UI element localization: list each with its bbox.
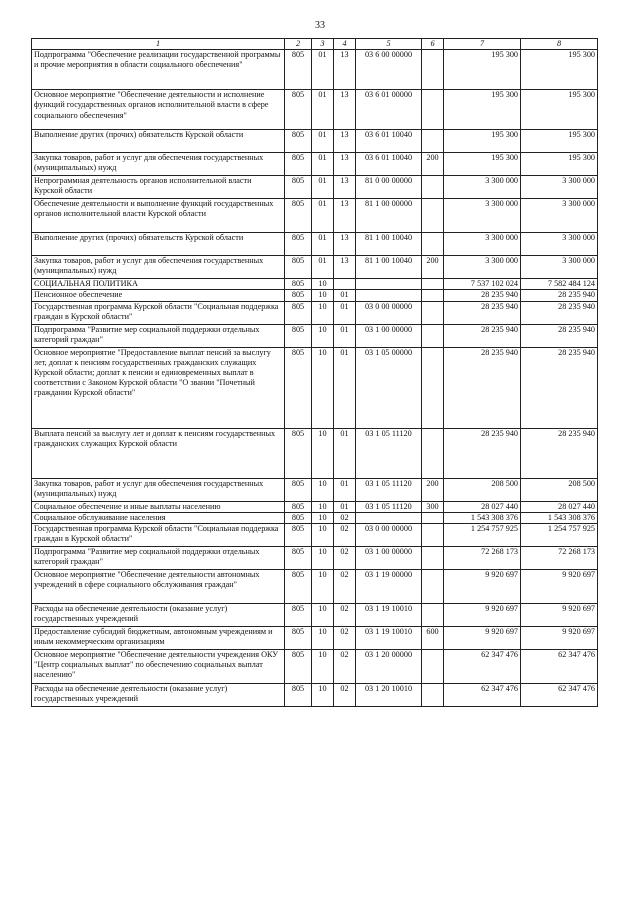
target-article-cell: 03 1 00 00000 bbox=[356, 547, 422, 570]
ministry-code-cell: 805 bbox=[285, 512, 312, 523]
target-article-cell: 03 1 19 10010 bbox=[356, 604, 422, 627]
section-cell: 01 bbox=[312, 176, 334, 199]
column-header: 1 bbox=[32, 39, 285, 50]
amount-year1-cell: 195 300 bbox=[444, 153, 521, 176]
expense-type-cell bbox=[422, 512, 444, 523]
amount-year2-cell: 28 235 940 bbox=[521, 428, 598, 478]
ministry-code-cell: 805 bbox=[285, 524, 312, 547]
amount-year1-cell: 7 537 102 024 bbox=[444, 279, 521, 290]
row-name-cell: Расходы на обеспечение деятельности (оказание услуг) государственных учреждений bbox=[32, 684, 285, 707]
amount-year1-cell: 28 235 940 bbox=[444, 324, 521, 347]
ministry-code-cell: 805 bbox=[285, 50, 312, 90]
row-name-cell: Основное мероприятие "Обеспечение деятельности и исполнение функций государственных органов исполнительной власти в сфере социального обеспечения" bbox=[32, 90, 285, 130]
amount-year1-cell: 195 300 bbox=[444, 50, 521, 90]
ministry-code-cell: 805 bbox=[285, 199, 312, 233]
expense-type-cell bbox=[422, 130, 444, 153]
ministry-code-cell: 805 bbox=[285, 324, 312, 347]
table-row bbox=[32, 233, 598, 256]
row-name-cell: Обеспечение деятельности и выполнение функций государственных органов исполнительной власти Курской области bbox=[32, 199, 285, 233]
target-article-cell: 03 1 19 00000 bbox=[356, 570, 422, 604]
ministry-code-cell: 805 bbox=[285, 347, 312, 428]
ministry-code-cell: 805 bbox=[285, 153, 312, 176]
amount-year2-cell: 9 920 697 bbox=[521, 627, 598, 650]
expense-type-cell bbox=[422, 301, 444, 324]
subsection-cell: 13 bbox=[334, 199, 356, 233]
table-row bbox=[32, 512, 598, 523]
subsection-cell: 01 bbox=[334, 347, 356, 428]
amount-year2-cell: 28 235 940 bbox=[521, 347, 598, 428]
row-name-cell: Закупка товаров, работ и услуг для обеспечения государственных (муниципальных) нужд bbox=[32, 256, 285, 279]
table-row bbox=[32, 153, 598, 176]
row-name-cell: Подпрограмма "Обеспечение реализации государственной программы и прочие мероприятия в области социального обеспечения" bbox=[32, 50, 285, 90]
amount-year2-cell: 3 300 000 bbox=[521, 176, 598, 199]
subsection-cell: 13 bbox=[334, 176, 356, 199]
amount-year1-cell: 9 920 697 bbox=[444, 604, 521, 627]
amount-year1-cell: 28 235 940 bbox=[444, 301, 521, 324]
section-cell: 01 bbox=[312, 90, 334, 130]
section-cell: 01 bbox=[312, 233, 334, 256]
row-name-cell: Выплата пенсий за выслугу лет и доплат к пенсиям государственных гражданских служащих Курской области bbox=[32, 428, 285, 478]
table-row bbox=[32, 501, 598, 512]
section-cell: 10 bbox=[312, 650, 334, 684]
table-row bbox=[32, 279, 598, 290]
expense-type-cell bbox=[422, 233, 444, 256]
subsection-cell: 01 bbox=[334, 478, 356, 501]
row-name-cell: Основное мероприятие "Обеспечение деятельности автономных учреждений в сфере социального обслуживания граждан" bbox=[32, 570, 285, 604]
expense-type-cell bbox=[422, 570, 444, 604]
table-row bbox=[32, 570, 598, 604]
section-cell: 10 bbox=[312, 604, 334, 627]
ministry-code-cell: 805 bbox=[285, 233, 312, 256]
expense-type-cell: 200 bbox=[422, 478, 444, 501]
row-name-cell: Государственная программа Курской области "Социальная поддержка граждан в Курской области" bbox=[32, 301, 285, 324]
subsection-cell: 02 bbox=[334, 650, 356, 684]
amount-year1-cell: 3 300 000 bbox=[444, 176, 521, 199]
amount-year2-cell: 195 300 bbox=[521, 153, 598, 176]
target-article-cell: 03 6 01 10040 bbox=[356, 130, 422, 153]
amount-year1-cell: 3 300 000 bbox=[444, 256, 521, 279]
amount-year2-cell: 9 920 697 bbox=[521, 570, 598, 604]
table-row bbox=[32, 347, 598, 428]
table-row bbox=[32, 199, 598, 233]
section-cell: 10 bbox=[312, 324, 334, 347]
table-row bbox=[32, 130, 598, 153]
section-cell: 01 bbox=[312, 199, 334, 233]
section-cell: 10 bbox=[312, 684, 334, 707]
subsection-cell: 02 bbox=[334, 684, 356, 707]
amount-year2-cell: 72 268 173 bbox=[521, 547, 598, 570]
subsection-cell: 02 bbox=[334, 570, 356, 604]
ministry-code-cell: 805 bbox=[285, 301, 312, 324]
amount-year1-cell: 62 347 476 bbox=[444, 684, 521, 707]
table-row bbox=[32, 290, 598, 301]
expense-type-cell bbox=[422, 50, 444, 90]
subsection-cell: 13 bbox=[334, 130, 356, 153]
amount-year2-cell: 62 347 476 bbox=[521, 650, 598, 684]
table-row bbox=[32, 176, 598, 199]
table-row bbox=[32, 50, 598, 90]
row-name-cell: Социальное обслуживание населения bbox=[32, 512, 285, 523]
table-row bbox=[32, 324, 598, 347]
amount-year2-cell: 3 300 000 bbox=[521, 233, 598, 256]
subsection-cell: 01 bbox=[334, 428, 356, 478]
amount-year2-cell: 195 300 bbox=[521, 90, 598, 130]
section-cell: 01 bbox=[312, 130, 334, 153]
amount-year1-cell: 195 300 bbox=[444, 90, 521, 130]
subsection-cell: 13 bbox=[334, 233, 356, 256]
expense-type-cell bbox=[422, 290, 444, 301]
expense-type-cell bbox=[422, 347, 444, 428]
section-cell: 10 bbox=[312, 347, 334, 428]
subsection-cell: 02 bbox=[334, 604, 356, 627]
subsection-cell: 13 bbox=[334, 153, 356, 176]
row-name-cell: Основное мероприятие "Предоставление выплат пенсий за выслугу лет, доплат к пенсиям государственных гражданских служащих Курской области; доплат к пенсии и единовременных выплат в соответствии с Законом Курской области "О звании "Почетный гражданин Курской области" bbox=[32, 347, 285, 428]
section-cell: 10 bbox=[312, 547, 334, 570]
column-header: 4 bbox=[334, 39, 356, 50]
column-header: 7 bbox=[444, 39, 521, 50]
amount-year1-cell: 1 543 308 376 bbox=[444, 512, 521, 523]
subsection-cell: 02 bbox=[334, 512, 356, 523]
ministry-code-cell: 805 bbox=[285, 428, 312, 478]
amount-year1-cell: 72 268 173 bbox=[444, 547, 521, 570]
section-cell: 10 bbox=[312, 501, 334, 512]
expense-type-cell: 600 bbox=[422, 627, 444, 650]
ministry-code-cell: 805 bbox=[285, 627, 312, 650]
row-name-cell: Выполнение других (прочих) обязательств Курской области bbox=[32, 233, 285, 256]
amount-year2-cell: 195 300 bbox=[521, 50, 598, 90]
section-cell: 10 bbox=[312, 570, 334, 604]
amount-year1-cell: 28 235 940 bbox=[444, 428, 521, 478]
ministry-code-cell: 805 bbox=[285, 130, 312, 153]
table-row bbox=[32, 256, 598, 279]
row-name-cell: Социальное обеспечение и иные выплаты населению bbox=[32, 501, 285, 512]
row-name-cell: Подпрограмма "Развитие мер социальной поддержки отдельных категорий граждан" bbox=[32, 324, 285, 347]
subsection-cell bbox=[334, 279, 356, 290]
amount-year2-cell: 28 027 440 bbox=[521, 501, 598, 512]
amount-year1-cell: 3 300 000 bbox=[444, 233, 521, 256]
row-name-cell: Основное мероприятие "Обеспечение деятельности учреждения ОКУ "Центр социальных выплат" по обеспечению социальных выплат населению" bbox=[32, 650, 285, 684]
section-cell: 01 bbox=[312, 256, 334, 279]
expense-type-cell bbox=[422, 650, 444, 684]
expense-type-cell bbox=[422, 684, 444, 707]
table-row bbox=[32, 524, 598, 547]
table-row bbox=[32, 604, 598, 627]
column-header: 3 bbox=[312, 39, 334, 50]
row-name-cell: Государственная программа Курской области "Социальная поддержка граждан в Курской области" bbox=[32, 524, 285, 547]
ministry-code-cell: 805 bbox=[285, 290, 312, 301]
section-cell: 10 bbox=[312, 428, 334, 478]
page-number: 33 bbox=[315, 20, 325, 31]
section-cell: 01 bbox=[312, 153, 334, 176]
target-article-cell: 03 1 05 11120 bbox=[356, 478, 422, 501]
section-cell: 10 bbox=[312, 524, 334, 547]
section-cell: 10 bbox=[312, 279, 334, 290]
row-name-cell: СОЦИАЛЬНАЯ ПОЛИТИКА bbox=[32, 279, 285, 290]
amount-year1-cell: 62 347 476 bbox=[444, 650, 521, 684]
section-cell: 10 bbox=[312, 290, 334, 301]
ministry-code-cell: 805 bbox=[285, 547, 312, 570]
row-name-cell: Закупка товаров, работ и услуг для обеспечения государственных (муниципальных) нужд bbox=[32, 153, 285, 176]
expense-type-cell bbox=[422, 90, 444, 130]
amount-year1-cell: 28 027 440 bbox=[444, 501, 521, 512]
target-article-cell: 81 1 00 00000 bbox=[356, 199, 422, 233]
row-name-cell: Подпрограмма "Развитие мер социальной поддержки отдельных категорий граждан" bbox=[32, 547, 285, 570]
amount-year1-cell: 195 300 bbox=[444, 130, 521, 153]
subsection-cell: 13 bbox=[334, 256, 356, 279]
amount-year2-cell: 9 920 697 bbox=[521, 604, 598, 627]
section-cell: 10 bbox=[312, 301, 334, 324]
column-header: 5 bbox=[356, 39, 422, 50]
row-name-cell: Выполнение других (прочих) обязательств Курской области bbox=[32, 130, 285, 153]
amount-year1-cell: 9 920 697 bbox=[444, 570, 521, 604]
target-article-cell: 03 1 19 10010 bbox=[356, 627, 422, 650]
section-cell: 10 bbox=[312, 627, 334, 650]
amount-year2-cell: 7 582 484 124 bbox=[521, 279, 598, 290]
table-row bbox=[32, 684, 598, 707]
section-cell: 01 bbox=[312, 50, 334, 90]
amount-year2-cell: 62 347 476 bbox=[521, 684, 598, 707]
table-row bbox=[32, 627, 598, 650]
section-cell: 10 bbox=[312, 512, 334, 523]
row-name-cell: Закупка товаров, работ и услуг для обеспечения государственных (муниципальных) нужд bbox=[32, 478, 285, 501]
ministry-code-cell: 805 bbox=[285, 176, 312, 199]
expense-type-cell bbox=[422, 199, 444, 233]
column-header: 6 bbox=[422, 39, 444, 50]
ministry-code-cell: 805 bbox=[285, 256, 312, 279]
target-article-cell bbox=[356, 512, 422, 523]
budget-table bbox=[31, 38, 598, 707]
amount-year1-cell: 1 254 757 925 bbox=[444, 524, 521, 547]
subsection-cell: 01 bbox=[334, 501, 356, 512]
row-name-cell: Пенсионное обеспечение bbox=[32, 290, 285, 301]
target-article-cell: 81 1 00 10040 bbox=[356, 256, 422, 279]
amount-year1-cell: 28 235 940 bbox=[444, 347, 521, 428]
amount-year1-cell: 28 235 940 bbox=[444, 290, 521, 301]
expense-type-cell bbox=[422, 428, 444, 478]
table-row bbox=[32, 547, 598, 570]
section-cell: 10 bbox=[312, 478, 334, 501]
table-row bbox=[32, 650, 598, 684]
target-article-cell: 03 0 00 00000 bbox=[356, 524, 422, 547]
ministry-code-cell: 805 bbox=[285, 684, 312, 707]
ministry-code-cell: 805 bbox=[285, 279, 312, 290]
amount-year2-cell: 28 235 940 bbox=[521, 301, 598, 324]
subsection-cell: 13 bbox=[334, 90, 356, 130]
amount-year2-cell: 3 300 000 bbox=[521, 256, 598, 279]
column-header: 8 bbox=[521, 39, 598, 50]
subsection-cell: 02 bbox=[334, 627, 356, 650]
target-article-cell: 03 1 05 11120 bbox=[356, 428, 422, 478]
amount-year2-cell: 195 300 bbox=[521, 130, 598, 153]
row-name-cell: Предоставление субсидий бюджетным, автономным учреждениям и иным некоммерческим организациям bbox=[32, 627, 285, 650]
target-article-cell: 03 1 20 00000 bbox=[356, 650, 422, 684]
target-article-cell: 03 6 01 10040 bbox=[356, 153, 422, 176]
row-name-cell: Расходы на обеспечение деятельности (оказание услуг) государственных учреждений bbox=[32, 604, 285, 627]
subsection-cell: 02 bbox=[334, 547, 356, 570]
expense-type-cell: 200 bbox=[422, 153, 444, 176]
subsection-cell: 01 bbox=[334, 290, 356, 301]
expense-type-cell bbox=[422, 176, 444, 199]
amount-year1-cell: 208 500 bbox=[444, 478, 521, 501]
target-article-cell: 81 0 00 00000 bbox=[356, 176, 422, 199]
column-header: 2 bbox=[285, 39, 312, 50]
amount-year1-cell: 9 920 697 bbox=[444, 627, 521, 650]
target-article-cell: 03 6 00 00000 bbox=[356, 50, 422, 90]
subsection-cell: 13 bbox=[334, 50, 356, 90]
table-row bbox=[32, 301, 598, 324]
table-row bbox=[32, 428, 598, 478]
amount-year2-cell: 28 235 940 bbox=[521, 324, 598, 347]
amount-year2-cell: 208 500 bbox=[521, 478, 598, 501]
target-article-cell: 03 1 00 00000 bbox=[356, 324, 422, 347]
row-name-cell: Непрограммная деятельность органов исполнительной власти Курской области bbox=[32, 176, 285, 199]
column-number-row bbox=[32, 39, 598, 50]
target-article-cell: 03 1 05 00000 bbox=[356, 347, 422, 428]
target-article-cell: 03 0 00 00000 bbox=[356, 301, 422, 324]
target-article-cell: 03 1 20 10010 bbox=[356, 684, 422, 707]
target-article-cell: 03 1 05 11120 bbox=[356, 501, 422, 512]
amount-year2-cell: 1 543 308 376 bbox=[521, 512, 598, 523]
amount-year2-cell: 1 254 757 925 bbox=[521, 524, 598, 547]
target-article-cell bbox=[356, 290, 422, 301]
target-article-cell: 03 6 01 00000 bbox=[356, 90, 422, 130]
subsection-cell: 02 bbox=[334, 524, 356, 547]
expense-type-cell bbox=[422, 279, 444, 290]
amount-year2-cell: 28 235 940 bbox=[521, 290, 598, 301]
expense-type-cell: 300 bbox=[422, 501, 444, 512]
expense-type-cell bbox=[422, 547, 444, 570]
ministry-code-cell: 805 bbox=[285, 90, 312, 130]
ministry-code-cell: 805 bbox=[285, 604, 312, 627]
expense-type-cell bbox=[422, 604, 444, 627]
expense-type-cell bbox=[422, 324, 444, 347]
ministry-code-cell: 805 bbox=[285, 478, 312, 501]
target-article-cell: 81 1 00 10040 bbox=[356, 233, 422, 256]
subsection-cell: 01 bbox=[334, 301, 356, 324]
ministry-code-cell: 805 bbox=[285, 570, 312, 604]
expense-type-cell bbox=[422, 524, 444, 547]
subsection-cell: 01 bbox=[334, 324, 356, 347]
amount-year1-cell: 3 300 000 bbox=[444, 199, 521, 233]
table-row bbox=[32, 90, 598, 130]
ministry-code-cell: 805 bbox=[285, 650, 312, 684]
expense-type-cell: 200 bbox=[422, 256, 444, 279]
ministry-code-cell: 805 bbox=[285, 501, 312, 512]
amount-year2-cell: 3 300 000 bbox=[521, 199, 598, 233]
target-article-cell bbox=[356, 279, 422, 290]
table-row bbox=[32, 478, 598, 501]
